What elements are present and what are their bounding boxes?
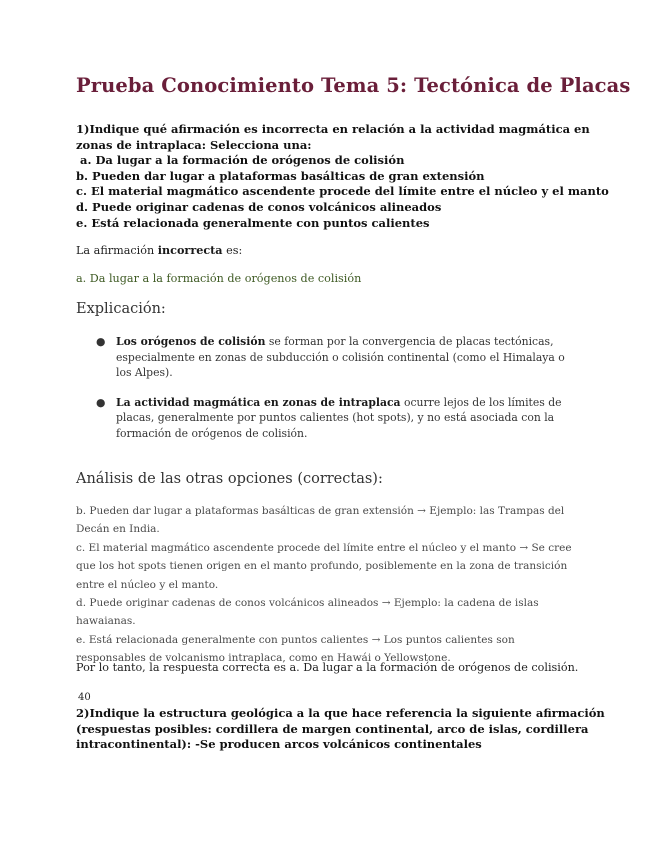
explanation-item [96, 334, 566, 381]
bullet-icon: ● [96, 335, 106, 348]
bullet-icon: ● [96, 395, 106, 409]
explanation-item-bold: La actividad magmática en zonas de intraplaca [116, 395, 401, 409]
option-e: e. Está relacionada generalmente con puntos calientes [76, 215, 430, 230]
answer-intro-bold: incorrecta [157, 243, 223, 257]
explanation-item [96, 395, 566, 442]
answer-text: a. Da lugar a la formación de orógenos de colisión [76, 272, 362, 285]
analysis-item: b. Pueden dar lugar a plataformas basálticas de gran extensión → Ejemplo: las Trampas del Decán en India. [76, 505, 565, 536]
question-2-line: intracontinental): -Se producen arcos volcánicos continentales [76, 737, 482, 752]
explanation-list [96, 334, 566, 442]
analysis-list [76, 502, 576, 668]
question-1-line: zonas de intraplaca: Selecciona una: [76, 137, 312, 152]
answer-intro-suffix: es: [222, 244, 243, 257]
answer-intro [76, 243, 242, 257]
conclusion: Por lo tanto, la respuesta correcta es a. Da lugar a la formación de orógenos de colisión. [76, 661, 579, 674]
analysis-item: d. Puede originar cadenas de conos volcánicos alineados → Ejemplo: la cadena de islas hawaianas. [76, 597, 539, 628]
explanation-item-text: ocurre lejos de los límites de placas, generalmente por puntos calientes (hot spots), y no está asociada con la formación de orógenos de colisión. [116, 395, 562, 440]
page-number: 40 [78, 692, 91, 703]
page-title: Prueba Conocimiento Tema 5: Tectónica de Placas [76, 74, 631, 97]
option-b: b. Pueden dar lugar a plataformas basálticas de gran extensión [76, 168, 485, 183]
question-2 [76, 706, 605, 753]
question-1 [76, 122, 609, 231]
explanation-item-bold: Los orógenos de colisión [116, 335, 266, 348]
analysis-heading: Análisis de las otras opciones (correctas): [76, 471, 383, 487]
question-2-line: 2)Indique la estructura geológica a la que hace referencia la siguiente afirmación [76, 706, 605, 720]
explanation-item-text: se forman por la convergencia de placas tectónicas, especialmente en zonas de subducción o colisión continental (como el Himalaya o los Alpes). [116, 335, 565, 380]
question-1-line: 1)Indique qué afirmación es incorrecta en relación a la actividad magmática en [76, 122, 590, 136]
option-c: c. El material magmático ascendente procede del límite entre el núcleo y el manto [76, 184, 609, 199]
option-a: a. Da lugar a la formación de orógenos de colisión [76, 153, 405, 168]
explanation-heading: Explicación: [76, 301, 166, 317]
answer-intro-prefix: La afirmación [76, 244, 158, 257]
analysis-item: c. El material magmático ascendente procede del límite entre el núcleo y el manto → Se cree que los hot spots tienen origen en el manto profundo, posiblemente en la zona de transición entre el núcleo y el manto. [76, 541, 572, 591]
analysis-item: e. Está relacionada generalmente con puntos calientes → Los puntos calientes son responsables de volcanismo intraplaca, como en Hawái o Yellowstone. [76, 633, 515, 665]
option-d: d. Puede originar cadenas de conos volcánicos alineados [76, 199, 442, 214]
question-2-line: (respuestas posibles: cordillera de margen continental, arco de islas, cordillera [76, 721, 589, 736]
